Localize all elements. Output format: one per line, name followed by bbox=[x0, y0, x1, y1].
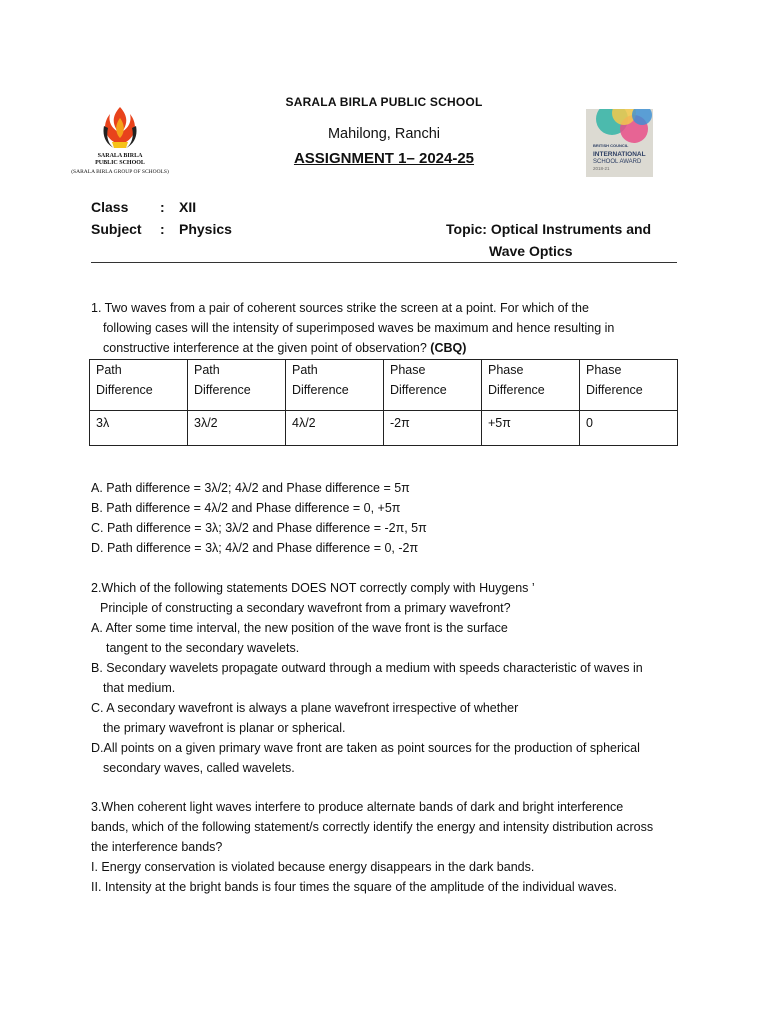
topic-line2: Wave Optics bbox=[489, 243, 573, 259]
table-header-cell: Phase Difference bbox=[580, 360, 678, 411]
table-cell: 3λ/2 bbox=[188, 411, 286, 446]
q1-option-b: B. Path difference = 4λ/2 and Phase difference = 0, +5π bbox=[91, 501, 401, 515]
q1-option-d: D. Path difference = 3λ; 4λ/2 and Phase difference = 0, -2π bbox=[91, 541, 419, 555]
logo-text-line3: (SARALA BIRLA GROUP OF SCHOOLS) bbox=[71, 169, 169, 175]
header-divider bbox=[91, 262, 677, 263]
school-logo bbox=[71, 104, 169, 180]
table-cell: +5π bbox=[482, 411, 580, 446]
q2-option-d-line1: D.All points on a given primary wave front are taken as point sources for the production of spherical bbox=[91, 741, 640, 755]
award-line2: SCHOOL AWARD bbox=[593, 159, 642, 165]
table-row bbox=[90, 411, 678, 446]
class-label: Class bbox=[91, 199, 129, 215]
q1-option-c: C. Path difference = 3λ; 3λ/2 and Phase difference = -2π, 5π bbox=[91, 521, 427, 535]
school-location: Mahilong, Ranchi bbox=[327, 126, 441, 142]
q3-line3: the interference bands? bbox=[91, 840, 223, 854]
q2-option-a-line2: tangent to the secondary wavelets. bbox=[106, 641, 300, 655]
subject-separator: : bbox=[160, 221, 165, 237]
q3-text bbox=[91, 797, 653, 897]
topic-line1: Topic: Optical Instruments and bbox=[446, 221, 652, 237]
q1-line3 bbox=[91, 338, 614, 358]
q2-line2: Principle of constructing a secondary wavefront from a primary wavefront? bbox=[100, 601, 511, 615]
q2-text bbox=[91, 578, 643, 778]
q1-option-a: A. Path difference = 3λ/2; 4λ/2 and Phase difference = 5π bbox=[91, 481, 410, 495]
table-header-cell: Path Difference bbox=[188, 360, 286, 411]
subject-label: Subject bbox=[91, 221, 142, 237]
q1-tag: (CBQ) bbox=[430, 341, 467, 355]
table-header-cell: Path Difference bbox=[90, 360, 188, 411]
logo-text-line2: PUBLIC SCHOOL bbox=[95, 159, 145, 166]
logo-text-line1: SARALA BIRLA bbox=[97, 153, 143, 159]
class-value: XII bbox=[179, 199, 197, 215]
q2-option-c-line2: the primary wavefront is planar or spherical. bbox=[103, 721, 346, 735]
table-cell: 4λ/2 bbox=[286, 411, 384, 446]
award-brand: BRITISH COUNCIL bbox=[593, 143, 629, 148]
q2-line1: 2.Which of the following statements DOES NOT correctly comply with Huygens ’ bbox=[91, 581, 535, 595]
q3-line1: 3.When coherent light waves interfere to produce alternate bands of dark and bright interference bbox=[91, 800, 624, 814]
q3-line2: bands, which of the following statement/s correctly identify the energy and intensity distribution across bbox=[91, 820, 654, 834]
table-header-cell: Phase Difference bbox=[384, 360, 482, 411]
q2-option-a-line1: A. After some time interval, the new position of the wave front is the surface bbox=[91, 621, 508, 635]
q1-table bbox=[89, 359, 678, 446]
award-line1: INTERNATIONAL bbox=[593, 151, 646, 158]
table-cell: 0 bbox=[580, 411, 678, 446]
q2-option-c-line1: C. A secondary wavefront is always a plane wavefront irrespective of whether bbox=[91, 701, 519, 715]
assignment-title: ASSIGNMENT 1– 2024-25 bbox=[293, 150, 475, 167]
international-school-award-logo bbox=[586, 109, 653, 177]
table-cell: 3λ bbox=[90, 411, 188, 446]
q1-text bbox=[91, 298, 614, 358]
q3-statement-2: II. Intensity at the bright bands is four times the square of the amplitude of the individual waves. bbox=[91, 880, 617, 894]
q2-option-d-line2: secondary waves, called wavelets. bbox=[103, 761, 295, 775]
q1-options bbox=[91, 478, 427, 558]
q1-line3-text: constructive interference at the given point of observation? bbox=[103, 341, 427, 355]
table-cell: -2π bbox=[384, 411, 482, 446]
q1-line1: 1. Two waves from a pair of coherent sources strike the screen at a point. For which of the bbox=[91, 301, 589, 315]
school-name: SARALA BIRLA PUBLIC SCHOOL bbox=[285, 95, 483, 109]
table-header-cell: Phase Difference bbox=[482, 360, 580, 411]
q1-line2: following cases will the intensity of superimposed waves be maximum and hence resulting in bbox=[103, 321, 615, 335]
q2-option-b-line1: B. Secondary wavelets propagate outward through a medium with speeds characteristic of waves in bbox=[91, 661, 643, 675]
table-header-row bbox=[90, 360, 678, 411]
table-header-cell: Path Difference bbox=[286, 360, 384, 411]
class-separator: : bbox=[160, 199, 165, 215]
subject-value: Physics bbox=[179, 221, 232, 237]
q3-statement-1: I. Energy conservation is violated because energy disappears in the dark bands. bbox=[91, 860, 535, 874]
award-line3: 2018-21 bbox=[593, 166, 610, 171]
flame-logo-icon bbox=[74, 104, 166, 154]
q2-option-b-line2: that medium. bbox=[103, 681, 176, 695]
